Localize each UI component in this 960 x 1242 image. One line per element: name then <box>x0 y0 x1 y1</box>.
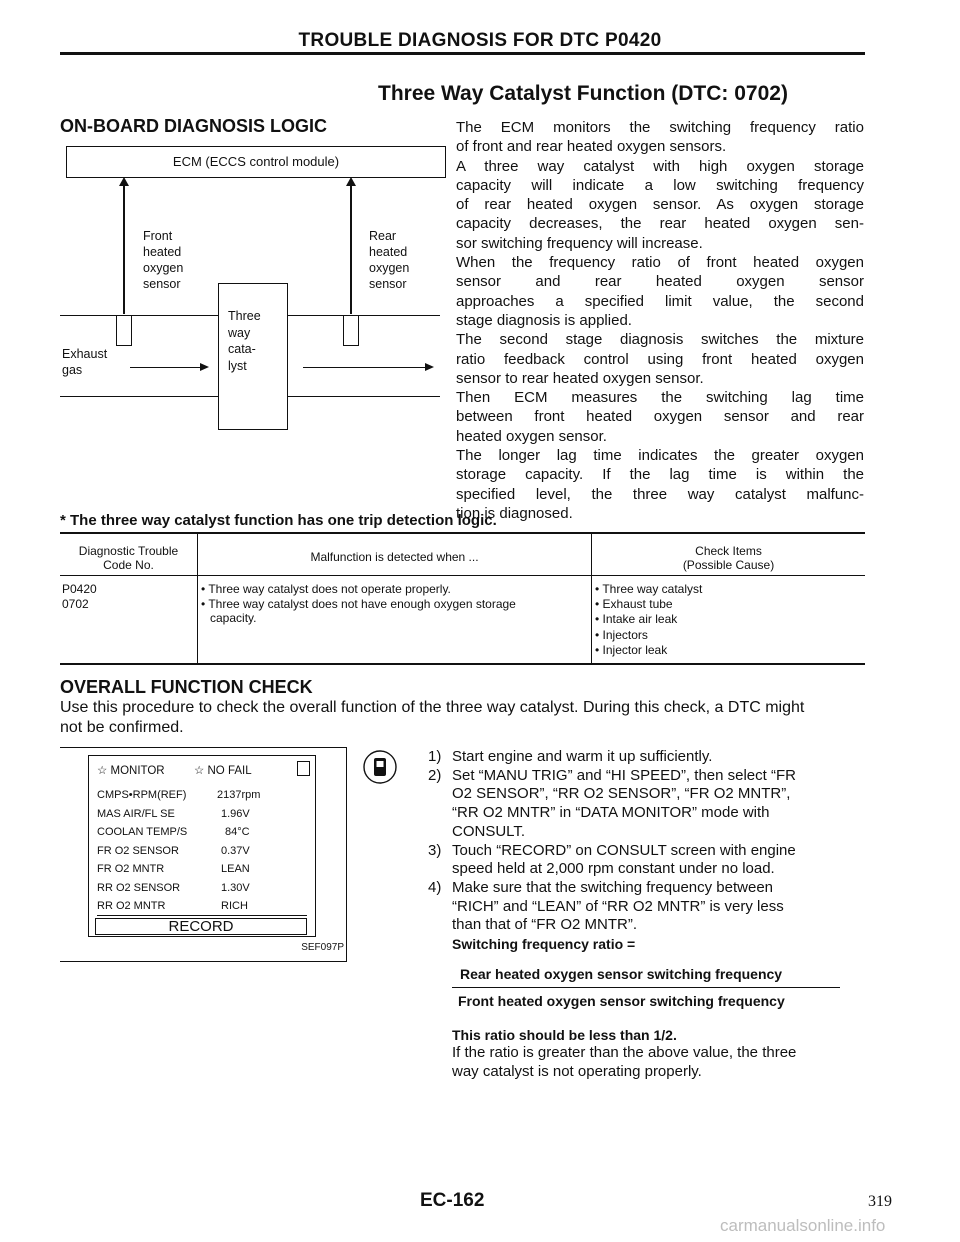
monitor-title-row <box>97 763 311 777</box>
pipe-top-left <box>60 315 218 316</box>
monitor-screen <box>88 755 316 937</box>
catalyst-label: Three way cata- lyst <box>228 309 261 373</box>
consult-monitor-figure <box>60 747 347 962</box>
front-sensor-label: Front heated oxygen sensor <box>143 229 184 291</box>
ratio-numerator: Rear heated oxygen sensor switching frequency <box>460 966 783 982</box>
front-sensor-wire <box>123 184 125 314</box>
flow-arrow-right-icon <box>425 363 434 371</box>
fraction-bar <box>452 987 840 988</box>
flow-arrow-left-icon <box>200 363 209 371</box>
page-number: 319 <box>868 1193 892 1210</box>
conclusion-text: If the ratio is greater than the above value, the three way catalyst is not operating properly. <box>452 1044 797 1080</box>
flow-arrow-left-shaft <box>130 367 200 368</box>
rear-sensor-probe <box>343 315 359 346</box>
header-malfunction: Malfunction is detected when ... <box>310 550 479 564</box>
step-item: 1) Start engine and warm it up sufficiently. <box>428 748 713 765</box>
overall-heading: OVERALL FUNCTION CHECK <box>60 677 313 697</box>
step-item: 4) Make sure that the switching frequency between “RICH” and “LEAN” of “RR O2 MNTR” is very less than that of “FR O2 MNTR”. <box>428 878 784 934</box>
pipe-bottom-left <box>60 396 218 397</box>
rear-sensor-wire <box>350 184 352 314</box>
page-header-title: TROUBLE DIAGNOSIS FOR DTC P0420 <box>298 30 662 51</box>
table-top-rule <box>60 532 865 534</box>
page-code: EC-162 <box>420 1190 485 1211</box>
front-arrow-icon <box>119 177 129 186</box>
step-item: 2) Set “MANU TRIG” and “HI SPEED”, then select “FR O2 SENSOR”, “RR O2 SENSOR”, “FR O2 MNTR”, “RR O2 MNTR” in “DATA MONITOR” mode with CONSULT. <box>428 766 796 840</box>
header-rule <box>60 52 865 55</box>
pipe-bottom-right <box>287 396 440 397</box>
malfunction-conditions: • Three way catalyst does not operate properly. • Three way catalyst does not have enough oxygen storage capacity. <box>201 582 516 625</box>
monitor-row: FR O2 MNTR LEAN <box>97 863 250 876</box>
table-header-rule <box>60 575 865 576</box>
nofail-checkbox[interactable] <box>297 761 310 776</box>
exhaust-gas-label: Exhaust gas <box>62 347 108 377</box>
header-check-items: Check Items (Possible Cause) <box>682 544 775 572</box>
table-bottom-rule <box>60 663 865 665</box>
ratio-label: Switching frequency ratio = <box>452 936 636 953</box>
overall-intro: Use this procedure to check the overall function of the three way catalyst. During this check, a DTC might not be confirmed. <box>60 699 805 736</box>
dtc-codes: P0420 0702 <box>62 582 97 611</box>
step-item: 3) Touch “RECORD” on CONSULT screen with engine speed held at 2,000 rpm constant under no load. <box>428 841 796 878</box>
obd-heading: ON-BOARD DIAGNOSIS LOGIC <box>60 116 328 136</box>
figure-code: SEF097P <box>301 942 344 953</box>
rear-arrow-icon <box>346 177 356 186</box>
catalyst-diagram <box>60 140 450 430</box>
ratio-denominator: Front heated oxygen sensor switching frequency <box>458 993 785 1009</box>
ecm-box <box>66 146 446 178</box>
monitor-rows <box>97 786 307 916</box>
monitor-row: RR O2 SENSOR 1.30V <box>97 881 250 894</box>
monitor-row: RR O2 MNTR RICH <box>97 898 307 916</box>
watermark: carmanualsonline.info <box>720 1216 886 1235</box>
nofail-label: ☆ NO FAIL <box>194 765 252 777</box>
section-subtitle: Three Way Catalyst Function (DTC: 0702) <box>378 82 788 105</box>
monitor-label: ☆ MONITOR <box>97 765 165 777</box>
flow-arrow-right-shaft <box>303 367 425 368</box>
check-items-list: • Three way catalyst • Exhaust tube • Intake air leak • Injectors • Injector leak <box>595 582 703 657</box>
monitor-row: FR O2 SENSOR 0.37V <box>97 844 250 857</box>
monitor-row: MAS AIR/FL SE 1.96V <box>97 807 250 820</box>
monitor-row: CMPS•RPM(REF) 2137rpm <box>97 789 261 801</box>
conclusion-limit: This ratio should be less than 1/2. <box>452 1027 677 1043</box>
monitor-row: COOLAN TEMP/S 84°C <box>97 826 250 839</box>
record-button[interactable]: RECORD <box>95 918 307 935</box>
pipe-top-right <box>287 315 440 316</box>
trip-detection-note: * The three way catalyst function has one trip detection logic. <box>60 512 497 529</box>
ecm-label: ECM (ECCS control module) <box>172 154 340 169</box>
header-code-no: Diagnostic Trouble Code No. <box>78 544 179 572</box>
front-sensor-probe <box>116 315 132 346</box>
rear-sensor-label: Rear heated oxygen sensor <box>369 229 410 291</box>
dtc-table <box>60 532 865 666</box>
obd-description: The ECM monitors the switching frequency ratio of front and rear heated oxygen sensors. A three way catalyst with high oxygen storage capacity will indicate a low switching frequency of rear heated oxygen sensor. As oxygen storage capacity decreases, the rear heated oxygen sen- sor switching frequency will increase. When the frequency ratio of front heated oxygen sensor and rear heated oxygen sensor approaches a specified limit value, the second stage diagnosis is applied. The second stage diagnosis switches the mixture ratio feedback control using front heated oxygen sensor to rear heated oxygen sensor. Then ECM measures the switching lag time between front heated oxygen sensor and rear heated oxygen sensor. The longer lag time indicates the greater oxygen storage capacity. If the lag time is within the specified level, the three way catalyst malfunc- tion is diagnosed. <box>456 119 864 522</box>
procedure-steps <box>410 748 866 954</box>
consult-tool-icon <box>362 749 398 785</box>
